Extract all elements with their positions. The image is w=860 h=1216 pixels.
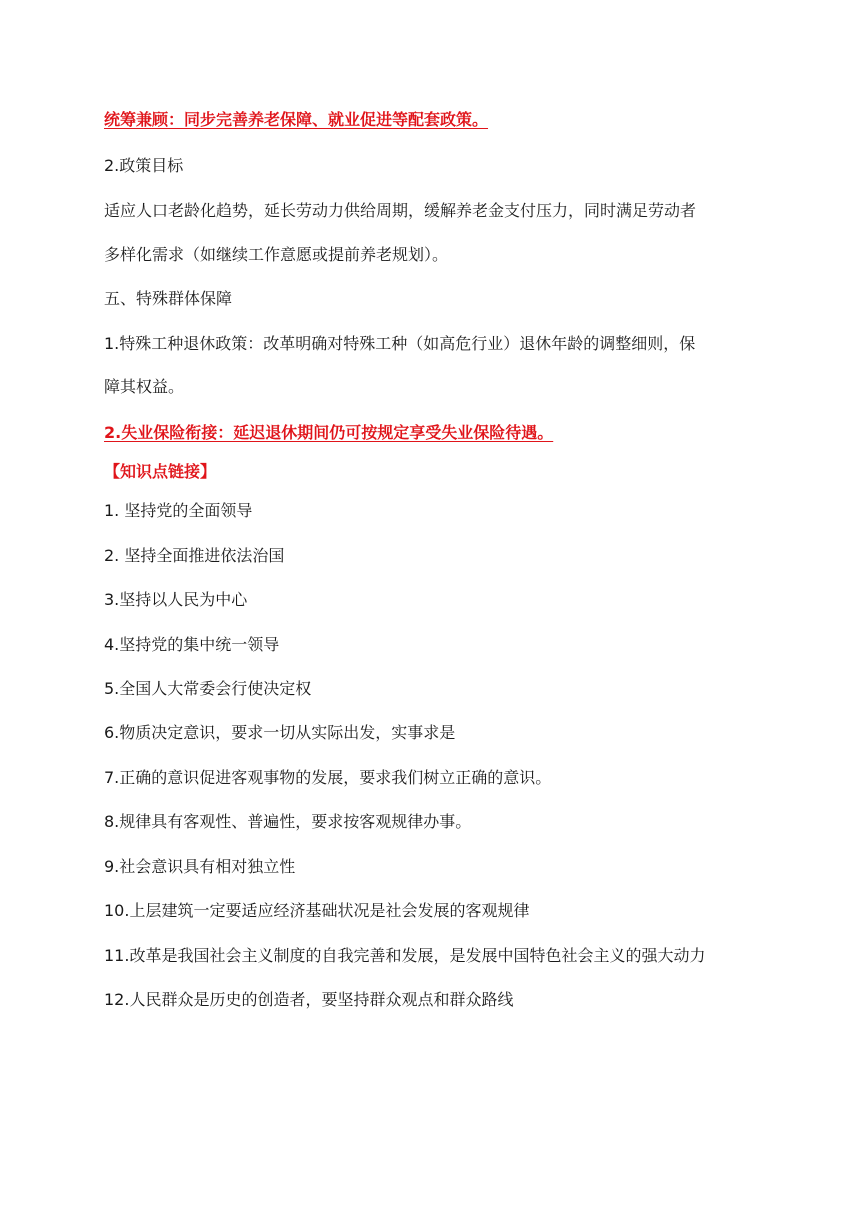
paragraph-line: 多样化需求（如继续工作意愿或提前养老规划）。	[104, 245, 449, 264]
list-item: 1. 坚持党的全面领导	[104, 501, 253, 520]
section-heading-special-groups: 五、特殊群体保障	[104, 289, 233, 308]
paragraph-line: 1.特殊工种退休政策：改革明确对特殊工种（如高危行业）退休年龄的调整细则，保	[104, 334, 696, 353]
list-item: 5.全国人大常委会行使决定权	[104, 679, 312, 698]
list-item: 3.坚持以人民为中心	[104, 590, 248, 609]
list-item: 12.人民群众是历史的创造者，要坚持群众观点和群众路线	[104, 990, 514, 1009]
emphasis-line-unemployment-insurance: 2.失业保险衔接：延迟退休期间仍可按规定享受失业保险待遇。	[104, 423, 554, 442]
list-item: 6.物质决定意识，要求一切从实际出发，实事求是	[104, 723, 456, 742]
list-item: 10.上层建筑一定要适应经济基础状况是社会发展的客观规律	[104, 901, 530, 920]
list-item: 11.改革是我国社会主义制度的自我完善和发展，是发展中国特色社会主义的强大动力	[104, 946, 706, 965]
list-item: 7.正确的意识促进客观事物的发展，要求我们树立正确的意识。	[104, 768, 552, 787]
knowledge-link-heading: 【知识点链接】	[104, 462, 217, 481]
subheading-policy-goal: 2.政策目标	[104, 156, 184, 175]
list-item: 8.规律具有客观性、普遍性，要求按客观规律办事。	[104, 812, 472, 831]
list-item: 4.坚持党的集中统一领导	[104, 635, 280, 654]
list-item: 2. 坚持全面推进依法治国	[104, 546, 285, 565]
paragraph-line: 障其权益。	[104, 377, 185, 396]
paragraph-line: 适应人口老龄化趋势，延长劳动力供给周期，缓解养老金支付压力，同时满足劳动者	[104, 201, 697, 220]
emphasis-line-overall-planning: 统筹兼顾：同步完善养老保障、就业促进等配套政策。	[104, 110, 489, 129]
list-item: 9.社会意识具有相对独立性	[104, 857, 296, 876]
